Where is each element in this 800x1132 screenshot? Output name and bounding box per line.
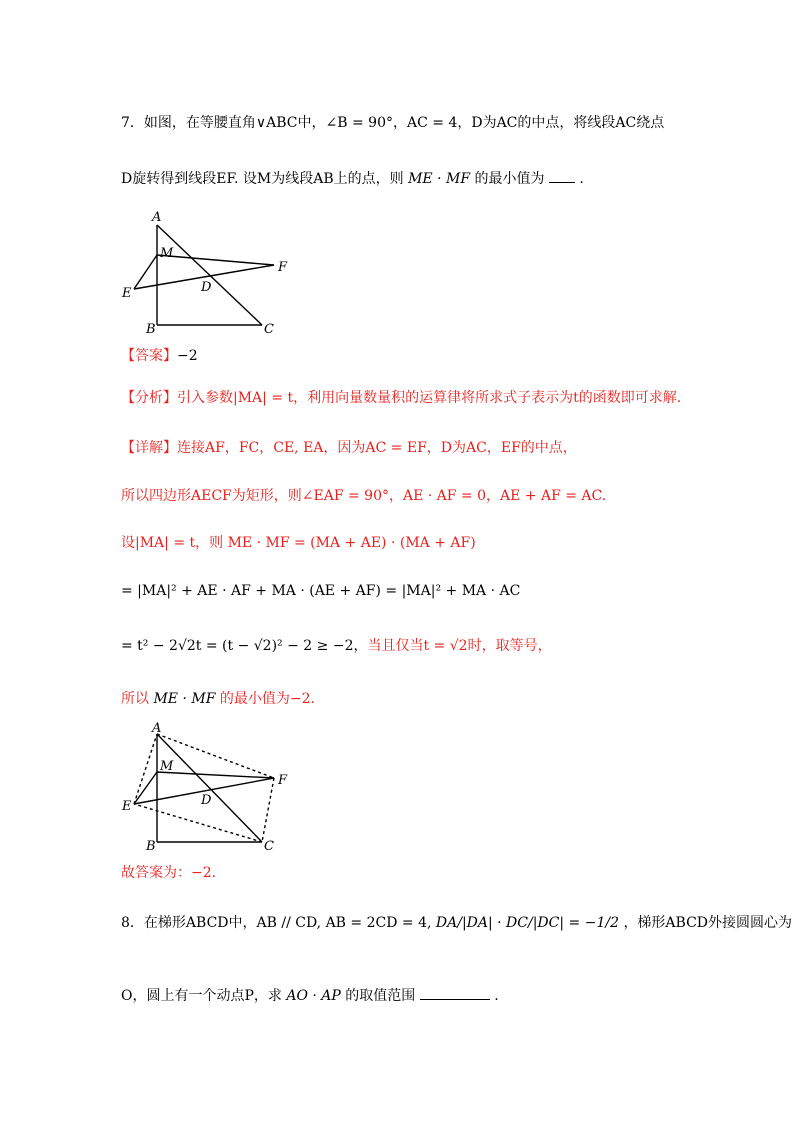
q8-line2-post: 的取值范围: [345, 988, 416, 1004]
q7-detail-5: [121, 635, 552, 655]
fig1-label-a: A: [152, 210, 162, 225]
fig2-label-m: M: [160, 759, 174, 774]
q8-line2-pre: O，圆上有一个动点P，求: [121, 988, 282, 1004]
detail-line-6-post: 的最小值为−2.: [219, 691, 315, 707]
fig1-label-e: E: [122, 286, 132, 301]
fig2-label-a: A: [152, 722, 162, 736]
q8-line1: [121, 912, 792, 932]
detail-line-1: 连接AF，FC，CE, EA，因为AC = EF，D为AC，EF的中点，: [177, 440, 577, 456]
q7-final: 故答案为：−2.: [121, 865, 217, 881]
detail-line-5-math: = t² − 2√2t = (t − √2)² − 2 ≥ −2，: [121, 638, 368, 654]
q8-line1-pre: 8．在梯形ABCD中，AB // CD, AB = 2CD = 4,: [121, 915, 432, 931]
q7-detail-1: [121, 437, 577, 457]
q7-line2: [121, 168, 584, 188]
q8-line2-end: .: [494, 988, 499, 1004]
q7-detail-2: 所以四边形AECF为矩形，则∠EAF = 90°，AE · AF = 0，AE + AF = AC.: [121, 488, 607, 504]
q7-detail-3: 设|MA| = t，则 ME · MF = (MA + AE) · (MA + AF): [121, 535, 476, 551]
detail-line-6-expr: ME · MF: [153, 691, 216, 707]
detail-line-5-text: 当且仅当t = √2时，取等号，: [367, 638, 552, 654]
detail-line-6-pre: 所以: [121, 691, 149, 707]
answer-tag: 【答案】: [121, 348, 177, 364]
q7-line1: 7．如图，在等腰直角∨ABC中，∠B = 90°，AC = 4，D为AC的中点，将线段AC绕点: [121, 115, 665, 131]
fig2-label-d: D: [201, 793, 212, 808]
q7-line2-pre: D旋转得到线段EF. 设M为线段AB上的点，则: [121, 171, 404, 187]
q7-line2-end: .: [579, 171, 584, 187]
fig1-label-c: C: [264, 322, 274, 337]
q8-line2: [121, 985, 499, 1005]
q8-line1-frac: DA/|DA| · DC/|DC| = −1/2: [435, 915, 619, 931]
q8-answer-blank: [420, 999, 490, 1000]
q7-answer: [121, 345, 198, 365]
q7-answer-blank: [549, 182, 575, 183]
fig2-label-c: C: [264, 839, 274, 854]
fig1-label-m: M: [160, 246, 174, 261]
fig1-label-f: F: [278, 260, 288, 275]
answer-value: −2: [177, 348, 198, 364]
q7-detail-6: [121, 688, 315, 708]
fig2-label-b: B: [146, 839, 156, 854]
fig2-label-e: E: [122, 799, 132, 814]
q7-figure-1: [110, 205, 295, 340]
fig2-label-f: F: [278, 773, 288, 788]
q7-figure-2: [110, 722, 295, 857]
q8-line2-expr: AO · AP: [286, 988, 341, 1004]
q7-line2-expr: ME · MF: [408, 171, 471, 187]
q8-line1-post: ，梯形ABCD外接圆圆心为: [623, 915, 793, 931]
analysis-text: 引入参数|MA| = t，利用向量数量积的运算律将所求式子表示为t的函数即可求解.: [177, 390, 682, 406]
detail-tag: 【详解】: [121, 440, 177, 456]
q7-line2-post: 的最小值为: [474, 171, 545, 187]
fig1-label-b: B: [146, 322, 156, 337]
q7-detail-4: = |MA|² + AE · AF + MA · (AE + AF) = |MA|² + MA · AC: [121, 583, 521, 599]
fig1-label-d: D: [201, 280, 212, 295]
q7-analysis: [121, 387, 681, 407]
analysis-tag: 【分析】: [121, 390, 177, 406]
